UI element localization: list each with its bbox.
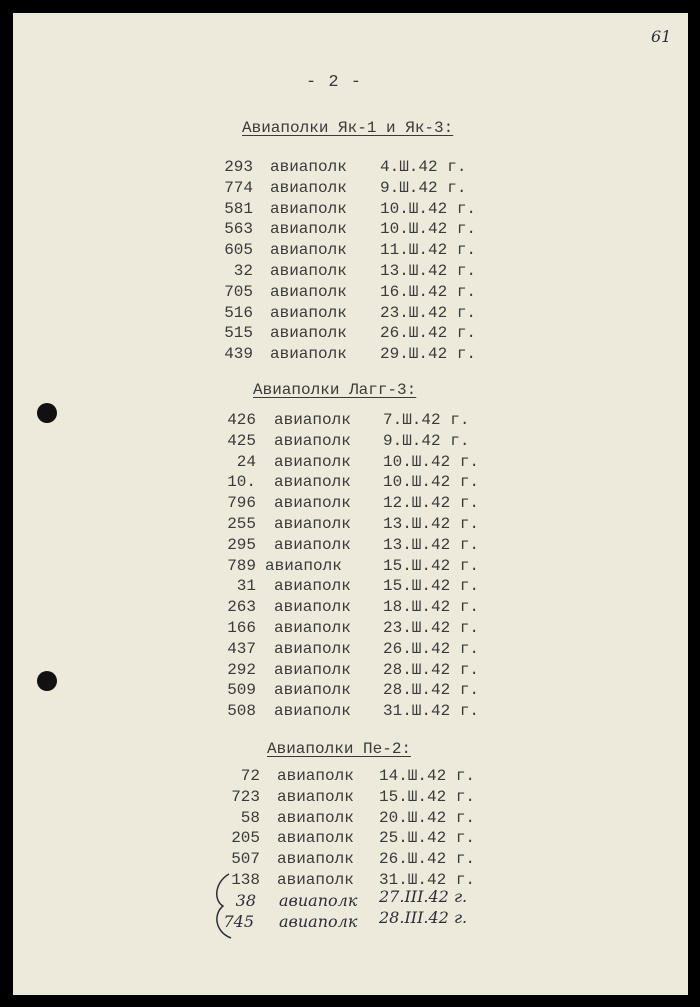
regiment-row bbox=[13, 850, 613, 871]
regiment-date: 20.Ш.42 г. bbox=[379, 808, 476, 827]
regiment-row bbox=[13, 809, 613, 830]
regiment-row bbox=[13, 681, 613, 702]
regiment-row bbox=[13, 200, 613, 221]
regiment-row bbox=[13, 304, 613, 325]
regiment-row bbox=[13, 702, 613, 723]
regiment-date: 28.Ш.42 г. bbox=[383, 660, 480, 679]
regiment-type: авиаполк bbox=[274, 494, 351, 513]
regiment-date: 15.Ш.42 г. bbox=[383, 556, 480, 575]
regiment-row bbox=[13, 871, 613, 892]
regiment-number: 723 bbox=[231, 787, 260, 806]
regiment-number: 563 bbox=[224, 220, 253, 239]
regiment-date: 15.Ш.42 г. bbox=[383, 577, 480, 596]
regiment-row bbox=[13, 411, 613, 432]
regiment-date: 13.Ш.42 г. bbox=[383, 535, 480, 554]
regiment-type: авиаполк bbox=[265, 556, 342, 575]
regiment-number: 24 bbox=[236, 452, 256, 471]
regiment-date: 23.Ш.42 г. bbox=[383, 619, 480, 637]
regiment-row bbox=[13, 220, 613, 241]
regiment-date: 14.Ш.42 г. bbox=[379, 767, 476, 785]
regiment-type: авиаполк bbox=[270, 220, 347, 239]
regiment-type: авиаполк bbox=[270, 303, 347, 322]
regiment-type: авиаполк bbox=[279, 891, 358, 910]
punch-hole-bottom bbox=[37, 671, 57, 691]
regiment-type: авиаполк bbox=[270, 262, 347, 280]
regiment-row bbox=[13, 577, 613, 598]
regiment-number: 774 bbox=[224, 178, 253, 197]
regiment-number: 509 bbox=[227, 681, 256, 700]
regiment-row bbox=[13, 262, 613, 283]
handwritten-bracket bbox=[207, 870, 237, 940]
regiment-type: авиаполк bbox=[270, 324, 347, 343]
regiment-type: авиаполк bbox=[274, 681, 351, 700]
regiment-type: авиаполк bbox=[270, 199, 347, 218]
regiment-type: авиаполк bbox=[277, 871, 354, 889]
regiment-row bbox=[13, 473, 613, 494]
regiment-row bbox=[13, 345, 613, 366]
handwritten-row bbox=[13, 887, 613, 912]
regiment-number: 515 bbox=[224, 324, 253, 343]
regiment-date: 27.III.42 г. bbox=[379, 887, 468, 906]
regiment-row bbox=[13, 241, 613, 262]
regiment-number: 425 bbox=[227, 431, 256, 450]
regiment-row bbox=[13, 158, 613, 179]
regiment-type: авиаполк bbox=[270, 345, 347, 364]
regiment-row bbox=[13, 179, 613, 200]
regiment-date: 10.Ш.42 г. bbox=[380, 199, 477, 218]
regiment-row bbox=[13, 283, 613, 304]
regiment-number: 508 bbox=[227, 702, 256, 721]
section-heading-pe2: Авиаполки Пе-2: bbox=[267, 740, 412, 758]
regiment-row bbox=[13, 324, 613, 345]
regiment-date: 29.Ш.42 г. bbox=[380, 345, 477, 364]
regiment-type: авиаполк bbox=[279, 912, 358, 931]
regiment-number: 437 bbox=[227, 639, 256, 658]
section-heading-yak: Авиаполки Як-1 и Як-3: bbox=[242, 119, 454, 137]
regiment-row bbox=[13, 767, 613, 788]
regiment-number: 263 bbox=[227, 598, 256, 617]
regiment-type: авиаполк bbox=[274, 660, 351, 679]
regiment-number: 10. bbox=[227, 473, 256, 492]
regiment-date: 26.Ш.42 г. bbox=[380, 324, 477, 343]
regiment-date: 4.Ш.42 г. bbox=[380, 158, 467, 176]
regiment-date: 15.Ш.42 г. bbox=[379, 787, 476, 806]
regiment-number: 295 bbox=[227, 535, 256, 554]
regiment-number: 72 bbox=[240, 767, 260, 785]
regiment-number: 205 bbox=[231, 829, 260, 848]
regiment-number: 38 bbox=[235, 891, 256, 910]
regiment-type: авиаполк bbox=[274, 598, 351, 617]
regiment-number: 292 bbox=[227, 660, 256, 679]
regiment-type: авиаполк bbox=[274, 535, 351, 554]
page-number: - 2 - bbox=[306, 73, 363, 92]
regiment-row bbox=[13, 640, 613, 661]
regiment-row bbox=[13, 432, 613, 453]
section-heading-lagg: Авиаполки Лагг-3: bbox=[253, 381, 417, 399]
regiment-date: 9.Ш.42 г. bbox=[383, 431, 470, 450]
regiment-date: 18.Ш.42 г. bbox=[383, 598, 480, 617]
regiment-row bbox=[13, 619, 613, 640]
regiment-number: 293 bbox=[224, 158, 253, 176]
regiment-type: авиаполк bbox=[277, 767, 354, 785]
regiment-row bbox=[13, 515, 613, 536]
regiment-type: авиаполк bbox=[274, 702, 351, 721]
regiment-number: 255 bbox=[227, 515, 256, 533]
regiment-type: авиаполк bbox=[274, 452, 351, 471]
regiment-number: 605 bbox=[224, 241, 253, 260]
regiment-date: 28.III.42 г. bbox=[379, 908, 468, 927]
regiment-number: 31 bbox=[236, 577, 256, 596]
regiment-number: 516 bbox=[224, 303, 253, 322]
regiment-row bbox=[13, 494, 613, 515]
regiment-date: 23.Ш.42 г. bbox=[380, 303, 477, 322]
regiment-type: авиаполк bbox=[274, 515, 351, 533]
regiment-date: 26.Ш.42 г. bbox=[383, 639, 480, 658]
regiment-number: 507 bbox=[231, 850, 260, 869]
regiment-type: авиаполк bbox=[270, 282, 347, 301]
regiment-date: 9.Ш.42 г. bbox=[380, 178, 467, 197]
regiment-date: 31.Ш.42 г. bbox=[379, 871, 476, 889]
regiment-number: 439 bbox=[224, 345, 253, 364]
regiment-row bbox=[13, 598, 613, 619]
regiment-date: 13.Ш.42 г. bbox=[380, 262, 477, 280]
regiment-number: 58 bbox=[240, 808, 260, 827]
regiment-number: 789 bbox=[227, 556, 256, 575]
regiment-number: 796 bbox=[227, 494, 256, 513]
regiment-date: 12.Ш.42 г. bbox=[383, 494, 480, 513]
regiment-type: авиаполк bbox=[277, 808, 354, 827]
regiment-row bbox=[13, 788, 613, 809]
regiment-date: 10.Ш.42 г. bbox=[383, 452, 480, 471]
regiment-type: авиаполк bbox=[270, 158, 347, 176]
regiment-number: 166 bbox=[227, 619, 256, 637]
regiment-type: авиаполк bbox=[270, 178, 347, 197]
regiment-number: 581 bbox=[224, 199, 253, 218]
regiment-type: авиаполк bbox=[277, 829, 354, 848]
regiment-type: авиаполк bbox=[277, 850, 354, 869]
regiment-date: 11.Ш.42 г. bbox=[380, 241, 477, 260]
regiment-number: 745 bbox=[223, 912, 254, 931]
regiment-date: 16.Ш.42 г. bbox=[380, 282, 477, 301]
document-page bbox=[13, 13, 688, 995]
regiment-type: авиаполк bbox=[274, 431, 351, 450]
regiment-date: 28.Ш.42 г. bbox=[383, 681, 480, 700]
regiment-date: 13.Ш.42 г. bbox=[383, 515, 480, 533]
regiment-date: 26.Ш.42 г. bbox=[379, 850, 476, 869]
regiment-date: 25.Ш.42 г. bbox=[379, 829, 476, 848]
regiment-number: 705 bbox=[224, 282, 253, 301]
folio-number: 61 bbox=[651, 27, 672, 46]
regiment-row bbox=[13, 536, 613, 557]
regiment-type: авиаполк bbox=[274, 619, 351, 637]
regiment-type: авиаполк bbox=[274, 639, 351, 658]
regiment-row bbox=[13, 453, 613, 474]
punch-hole-top bbox=[37, 403, 57, 423]
regiment-date: 7.Ш.42 г. bbox=[383, 411, 470, 429]
regiment-date: 10.Ш.42 г. bbox=[383, 473, 480, 492]
regiment-type: авиаполк bbox=[274, 473, 351, 492]
regiment-type: авиаполк bbox=[270, 241, 347, 260]
regiment-row bbox=[13, 557, 613, 578]
regiment-row bbox=[13, 829, 613, 850]
regiment-date: 10.Ш.42 г. bbox=[380, 220, 477, 239]
regiment-type: авиаполк bbox=[274, 411, 351, 429]
regiment-date: 31.Ш.42 г. bbox=[383, 702, 480, 721]
regiment-row bbox=[13, 661, 613, 682]
handwritten-row bbox=[13, 908, 613, 933]
regiment-type: авиаполк bbox=[274, 577, 351, 596]
regiment-number: 138 bbox=[231, 871, 260, 889]
regiment-type: авиаполк bbox=[277, 787, 354, 806]
regiment-number: 32 bbox=[233, 262, 253, 280]
regiment-number: 426 bbox=[227, 411, 256, 429]
